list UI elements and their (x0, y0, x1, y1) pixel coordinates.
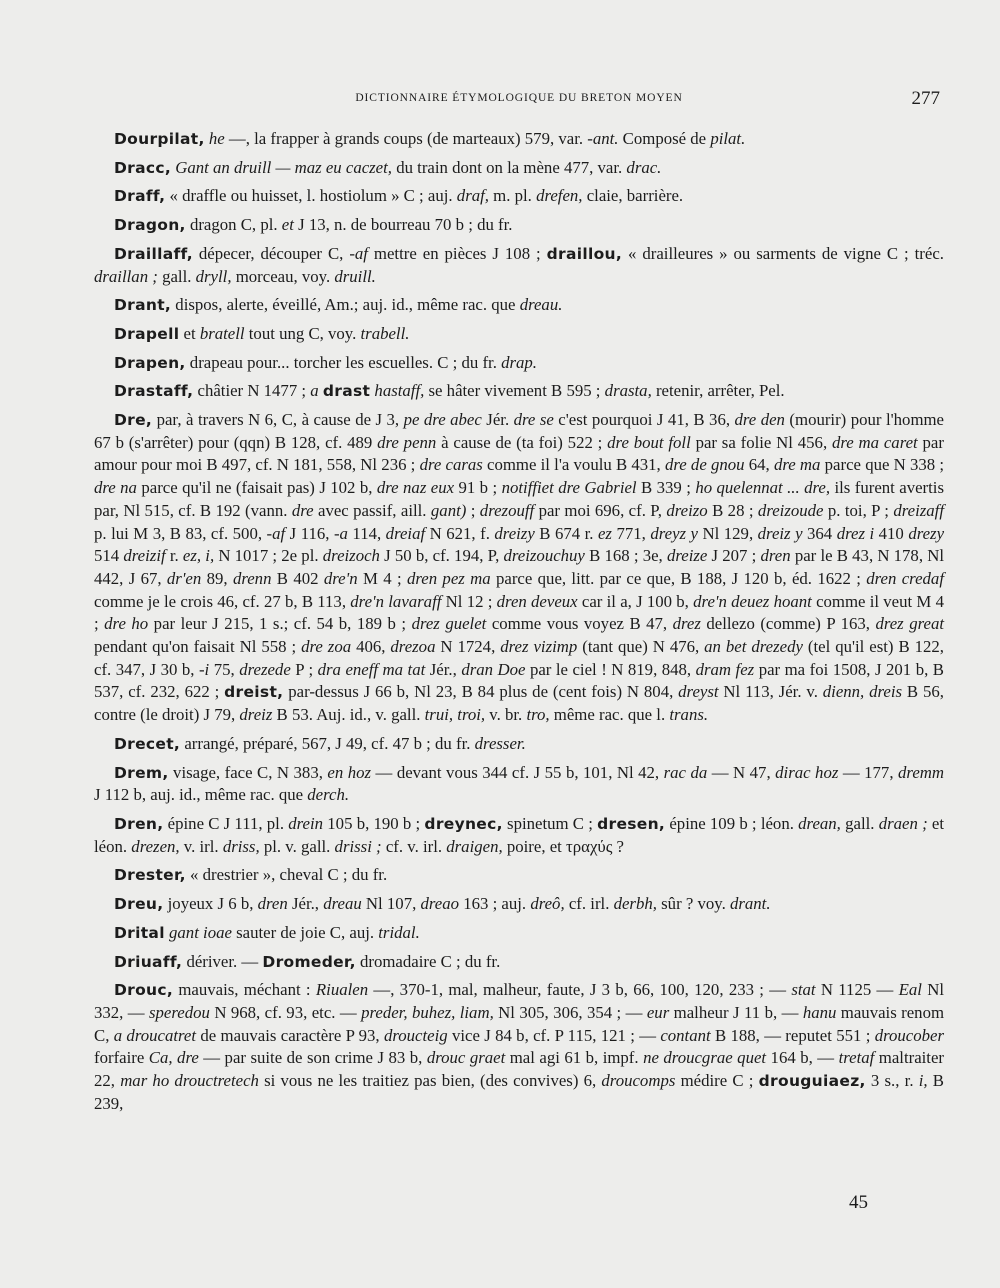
headword: dreist, (224, 683, 284, 702)
headword: Dren, (114, 814, 164, 833)
italic-form: dreô, (530, 894, 565, 914)
italic-form: speredou (149, 1002, 210, 1022)
dictionary-entry: Draff, « draffle ou huisset, l. hostiolum » C ; auj. draf, m. pl. drefen, claie, barrière. (114, 186, 684, 206)
dictionary-entry: Dracc, Gant an druill — maz eu caczet, du train dont on la mène 477, var. drac. (114, 157, 662, 177)
headword: drast (322, 382, 371, 401)
page-number: 277 (911, 88, 940, 109)
italic-form: et (281, 215, 294, 235)
headword: dreynec, (424, 814, 503, 833)
italic-form: Riualen (315, 980, 369, 1000)
italic-form: dre (291, 500, 314, 520)
italic-form: dr'en (166, 568, 202, 588)
italic-form: dryll, (195, 266, 232, 286)
italic-form: dre naz eux (376, 478, 455, 498)
italic-form: dre caras (419, 455, 483, 475)
headword: dresen, (597, 814, 666, 833)
italic-form: draf, (456, 186, 489, 206)
italic-form: dre de gnou (664, 455, 745, 475)
dictionary-entry: Drapell et bratell tout ung C, voy. trabell. (114, 323, 410, 343)
italic-form: drez great (875, 614, 945, 634)
dictionary-entry: Drital gant ioae sauter de joie C, auj. tridal. (114, 922, 420, 942)
italic-form: tretaf (838, 1048, 875, 1068)
italic-form: dre na (94, 478, 137, 498)
italic-form: drac. (626, 157, 662, 177)
italic-form: tro, (526, 705, 550, 725)
headword: Drital (114, 923, 165, 942)
italic-form: dre bout foll (607, 432, 691, 452)
headword: Drouc, (114, 981, 174, 1000)
italic-form: hastaff, (374, 381, 425, 401)
italic-form: tridal. (378, 922, 420, 942)
italic-form: dre ma (773, 455, 821, 475)
italic-form: a droucatret (113, 1025, 197, 1045)
italic-form: he (208, 129, 225, 148)
headword: Drester, (114, 866, 186, 885)
italic-form: bratell (199, 323, 245, 343)
italic-form: en hoz (327, 762, 372, 782)
dictionary-entry: Drester, « drestrier », cheval C ; du fr. (114, 865, 388, 885)
italic-form: Eal (898, 980, 922, 1000)
italic-form: dre penn (377, 432, 437, 452)
italic-form: dreyz y (650, 523, 698, 543)
headword: Draillaff, (114, 244, 193, 263)
italic-form: dra eneff ma tat (317, 659, 426, 679)
italic-form: stat (791, 980, 816, 1000)
dictionary-entry: Dre, par, à travers N 6, C, à cause de J 3, pe dre abec Jér. dre se c'est pourquoi J 41, B 36, dre den (mourir) pour l'homme 67 b (s'arrêter) pour (qqn) B 128, cf. 489 dre penn à cause de (ta foi) 522 ; dre bout foll par sa folie Nl 456, dre ma caret par amour pour moi B 497, cf. N 181, 558, Nl 236 ; dre caras comme il l'a voulu B 431, dre de gnou 64, dre ma parce que N 338 ; dre na parce qu'il ne (faisait pas) J 102 b, dre naz eux 91 b ; notiffiet dre Gabriel B 339 ; ho quelennat ... dre, ils furent avertis par, Nl 515, cf. B 192 (vann. dre avec passif, aill. gant) ; drezouff par moi 696, cf. P, dreizo B 28 ; dreizoude p. toi, P ; dreizaff p. lui M 3, B 83, cf. 500, -af J 116, -a 114, dreiaf N 621, f. dreizy B 674 r. ez 771, dreyz y Nl 129, dreiz y 364 drez i 410 drezy 514 dreizif r. ez, i, N 1017 ; 2e pl. dreizoch J 50 b, cf. 194, P, dreizouchuy B 168 ; 3e, dreize J 207 ; dren par le B 43, N 178, Nl 442, J 67, dr'en 89, drenn B 402 dre'n M 4 ; dren pez ma parce que, litt. par ce que, B 188, J 120 b, éd. 1622 ; dren credaf comme je le crois 46, cf. 27 b, B 113, dre'n lavaraff Nl 12 ; dren deveux car il a, J 100 b, dre'n deuez hoant comme il veut M 4 ; dre ho par leur J 215, 1 s.; cf. 54 b, 189 b ; drez guelet comme vous voyez B 47, drez dellezo (comme) P 163, drez great pendant qu'on faisait Nl 558 ; dre zoa 406, drezoa N 1724, drez vizimp (tant que) N 476, an bet drezedy (tel qu'il est) B 122, cf. 347, J 30 b, -i 75, drezede P ; dra eneff ma tat Jér., dran Doe par le ciel ! N 819, 848, dram fez par ma foi 1508, J 201 b, B 537, cf. 232, 622 ; dreist, par-dessus J 66 b, Nl 23, B 84 plus de (cent fois) N 804, dreyst Nl 113, Jér. v. dienn, dreis B 56, contre (le droit) J 79, dreiz B 53. Auj. id., v. gall. trui, troi, v. br. tro, même rac. que l. trans. (94, 410, 945, 725)
italic-form: derch. (307, 785, 350, 805)
italic-form: dren deveux (496, 591, 578, 611)
headword: Drapen, (114, 353, 186, 372)
italic-form: drefen, (536, 186, 583, 206)
headword: Draff, (114, 187, 166, 206)
italic-form: dre den (734, 410, 785, 430)
headword: Drastaff, (114, 382, 194, 401)
italic-form: dre zoa (301, 637, 352, 657)
italic-form: droucober (874, 1025, 944, 1045)
italic-form: dreizoude (757, 500, 824, 520)
italic-form: pilat. (710, 129, 746, 148)
italic-form: drez (672, 614, 701, 634)
italic-form: drez vizimp (500, 637, 578, 657)
italic-form: ez (597, 523, 612, 543)
italic-form: -ant. (587, 129, 619, 148)
italic-form: Ca, dre (148, 1048, 199, 1068)
italic-form: draillan ; (94, 266, 158, 286)
italic-form: driss, (222, 836, 260, 856)
italic-form: dreao (420, 894, 459, 914)
italic-form: dirac hoz (775, 762, 839, 782)
italic-form: drezede (239, 659, 291, 679)
headword: Dre, (114, 411, 153, 430)
italic-form: dren credaf (866, 568, 944, 588)
italic-form: ho quelennat ... dre, (695, 478, 831, 498)
italic-form: dreizo (666, 500, 708, 520)
dictionary-entry: Dragon, dragon C, pl. et J 13, n. de bourreau 70 b ; du fr. (114, 215, 513, 235)
dictionary-entry: Drecet, arrangé, préparé, 567, J 49, cf. 47 b ; du fr. dresser. (114, 733, 526, 753)
italic-form: an bet drezedy (704, 637, 803, 657)
italic-form: drez i (836, 523, 875, 543)
headword: Dromeder, (262, 952, 356, 971)
italic-form: drezy (908, 523, 945, 543)
italic-form: dreiz y (757, 523, 803, 543)
italic-form: draigen, (446, 836, 503, 856)
headword: draillou, (546, 244, 623, 263)
italic-form: dren (760, 546, 791, 566)
italic-form: dre ma caret (831, 432, 918, 452)
headword: Dreu, (114, 895, 164, 914)
italic-form: draen ; (878, 813, 928, 833)
italic-form: -i (198, 659, 210, 679)
italic-form: dreizouchuy (503, 546, 585, 566)
headword: drouguiaez, (758, 1072, 866, 1091)
dictionary-entry: Dreu, joyeux J 6 b, dren Jér., dreau Nl 107, dreao 163 ; auj. dreô, cf. irl. derbh, sûr ? voy. drant. (114, 894, 771, 914)
italic-form: ne droucgrae quet (643, 1048, 767, 1068)
italic-form: druill. (334, 266, 376, 286)
italic-form: rac da (663, 762, 708, 782)
italic-form: droucteig (383, 1025, 448, 1045)
italic-form: gant) (430, 500, 467, 520)
italic-form: drezoa (390, 637, 436, 657)
dictionary-entry: Drem, visage, face C, N 383, en hoz — devant vous 344 cf. J 55 b, 101, Nl 42, rac da — N 47, dirac hoz — 177, dremm J 112 b, auj. id., même rac. que derch. (94, 762, 944, 805)
italic-form: drenn (232, 568, 272, 588)
dictionary-entry: Dren, épine C J 111, pl. drein 105 b, 190 b ; dreynec, spinetum C ; dresen, épine 109 b ; léon. drean, gall. draen ; et léon. drezen, v. irl. driss, pl. v. gall. drissi ; cf. v. irl. draigen, poire, et τραχύς ? (94, 813, 945, 856)
dictionary-entry: Draillaff, dépecer, découper C, -af mettre en pièces J 108 ; draillou, « drailleures » ou sarments de vigne C ; tréc. draillan ; gall. dryll, morceau, voy. druill. (94, 243, 944, 286)
italic-form: -a (333, 523, 348, 543)
dictionary-entry: Drapen, drapeau pour... torcher les escuelles. C ; du fr. drap. (114, 352, 537, 372)
italic-form: derbh, (613, 894, 657, 914)
italic-form: dre se (513, 410, 554, 430)
italic-form: drein (288, 813, 324, 833)
italic-form: drean, (798, 813, 841, 833)
italic-form: dreiz (239, 705, 273, 725)
italic-form: trui, troi, (424, 705, 486, 725)
italic-form: dreiaf (385, 523, 426, 543)
italic-form: dren (257, 894, 288, 914)
italic-form: droucomps (601, 1071, 676, 1091)
italic-form: dram fez (695, 659, 755, 679)
italic-form: dresser. (474, 733, 526, 753)
italic-form: trabell. (360, 323, 410, 343)
headword: Dragon, (114, 216, 186, 235)
italic-form: trans. (669, 705, 709, 725)
italic-form: -af (266, 523, 286, 543)
italic-form: drezen, (131, 836, 180, 856)
italic-form: preder, buhez, liam, (361, 1002, 494, 1022)
italic-form: dreizaff (893, 500, 944, 520)
italic-form: notiffiet dre Gabriel (501, 478, 637, 498)
italic-form: drasta, (604, 381, 652, 401)
dictionary-body (94, 128, 944, 1121)
italic-form: dienn, dreis (822, 682, 903, 702)
headword: Dracc, (114, 158, 172, 177)
italic-form: dreizy (494, 523, 535, 543)
italic-form: drezouff (479, 500, 535, 520)
italic-form: dre'n lavaraff (350, 591, 442, 611)
dictionary-entry: Dourpilat, he —, la frapper à grands coups (de marteaux) 579, var. -ant. Composé de pilat. (114, 129, 746, 148)
italic-form: dre ho (104, 614, 149, 634)
italic-form: contant (660, 1025, 711, 1045)
dictionary-entry: Drastaff, châtier N 1477 ; a drast hastaff, se hâter vivement B 595 ; drasta, retenir, arrêter, Pel. (114, 381, 785, 401)
italic-form: a (310, 381, 319, 401)
italic-form: drez guelet (411, 614, 487, 634)
page-header (94, 88, 944, 112)
italic-form: dran Doe (461, 659, 526, 679)
italic-form: dreyst (678, 682, 719, 702)
italic-form: mar ho drouctretech (120, 1071, 259, 1091)
italic-form: dremm (898, 762, 944, 782)
italic-form: dre'n deuez hoant (693, 591, 812, 611)
italic-form: drissi ; (334, 836, 382, 856)
italic-form: pe dre abec (403, 410, 482, 430)
italic-form: dreizif (123, 546, 166, 566)
headword: Driuaff, (114, 952, 183, 971)
italic-form: hanu (802, 1002, 837, 1022)
dictionary-entry: Drant, dispos, alerte, éveillé, Am.; auj. id., même rac. que dreau. (114, 295, 563, 315)
italic-form: i, (918, 1071, 928, 1091)
headword: Dourpilat, (114, 130, 205, 148)
italic-form: dreau. (519, 295, 563, 315)
italic-form: -af (349, 243, 368, 263)
italic-form: dreau (323, 894, 362, 914)
dictionary-entry: Driuaff, dériver. — Dromeder, dromadaire C ; du fr. (114, 951, 501, 971)
headword: Drecet, (114, 734, 181, 753)
italic-form: dreize (666, 546, 708, 566)
signature-mark: 45 (849, 1192, 868, 1213)
italic-form: ez, i, (182, 546, 215, 566)
italic-form: dre'n (323, 568, 358, 588)
dictionary-entry: Drouc, mauvais, méchant : Riualen —, 370-1, mal, malheur, faute, J 3 b, 66, 100, 120, 233 ; — stat N 1125 — Eal Nl 332, — speredou N 968, cf. 93, etc. — preder, buhez, liam, Nl 305, 306, 354 ; — eur malheur J 11 b, — hanu mauvais renom C, a droucatret de mauvais caractère P 93, droucteig vice J 84 b, cf. P 115, 121 ; — contant B 188, — reputet 551 ; droucober forfaire Ca, dre — par suite de son crime J 83 b, drouc graet mal agi 61 b, impf. ne droucgrae quet 164 b, — tretaf maltraiter 22, mar ho drouctretech si vous ne les traitiez pas bien, (des convives) 6, droucomps médire C ; drouguiaez, 3 s., r. i, B 239, (94, 980, 945, 1113)
headword: Drapell (114, 324, 180, 343)
italic-form: drouc graet (426, 1048, 506, 1068)
italic-form: drap. (501, 352, 537, 372)
italic-form: drant. (729, 894, 771, 914)
headword: Drant, (114, 296, 172, 315)
italic-form: gant ioae (169, 922, 232, 942)
italic-form: dreizoch (322, 546, 380, 566)
italic-form: dren pez ma (406, 568, 491, 588)
running-title: DICTIONNAIRE ÉTYMOLOGIQUE DU BRETON MOYEN (355, 92, 683, 104)
italic-form: Gant an druill — maz eu caczet, (175, 157, 392, 177)
headword: Drem, (114, 763, 169, 782)
italic-form: eur (646, 1002, 670, 1022)
